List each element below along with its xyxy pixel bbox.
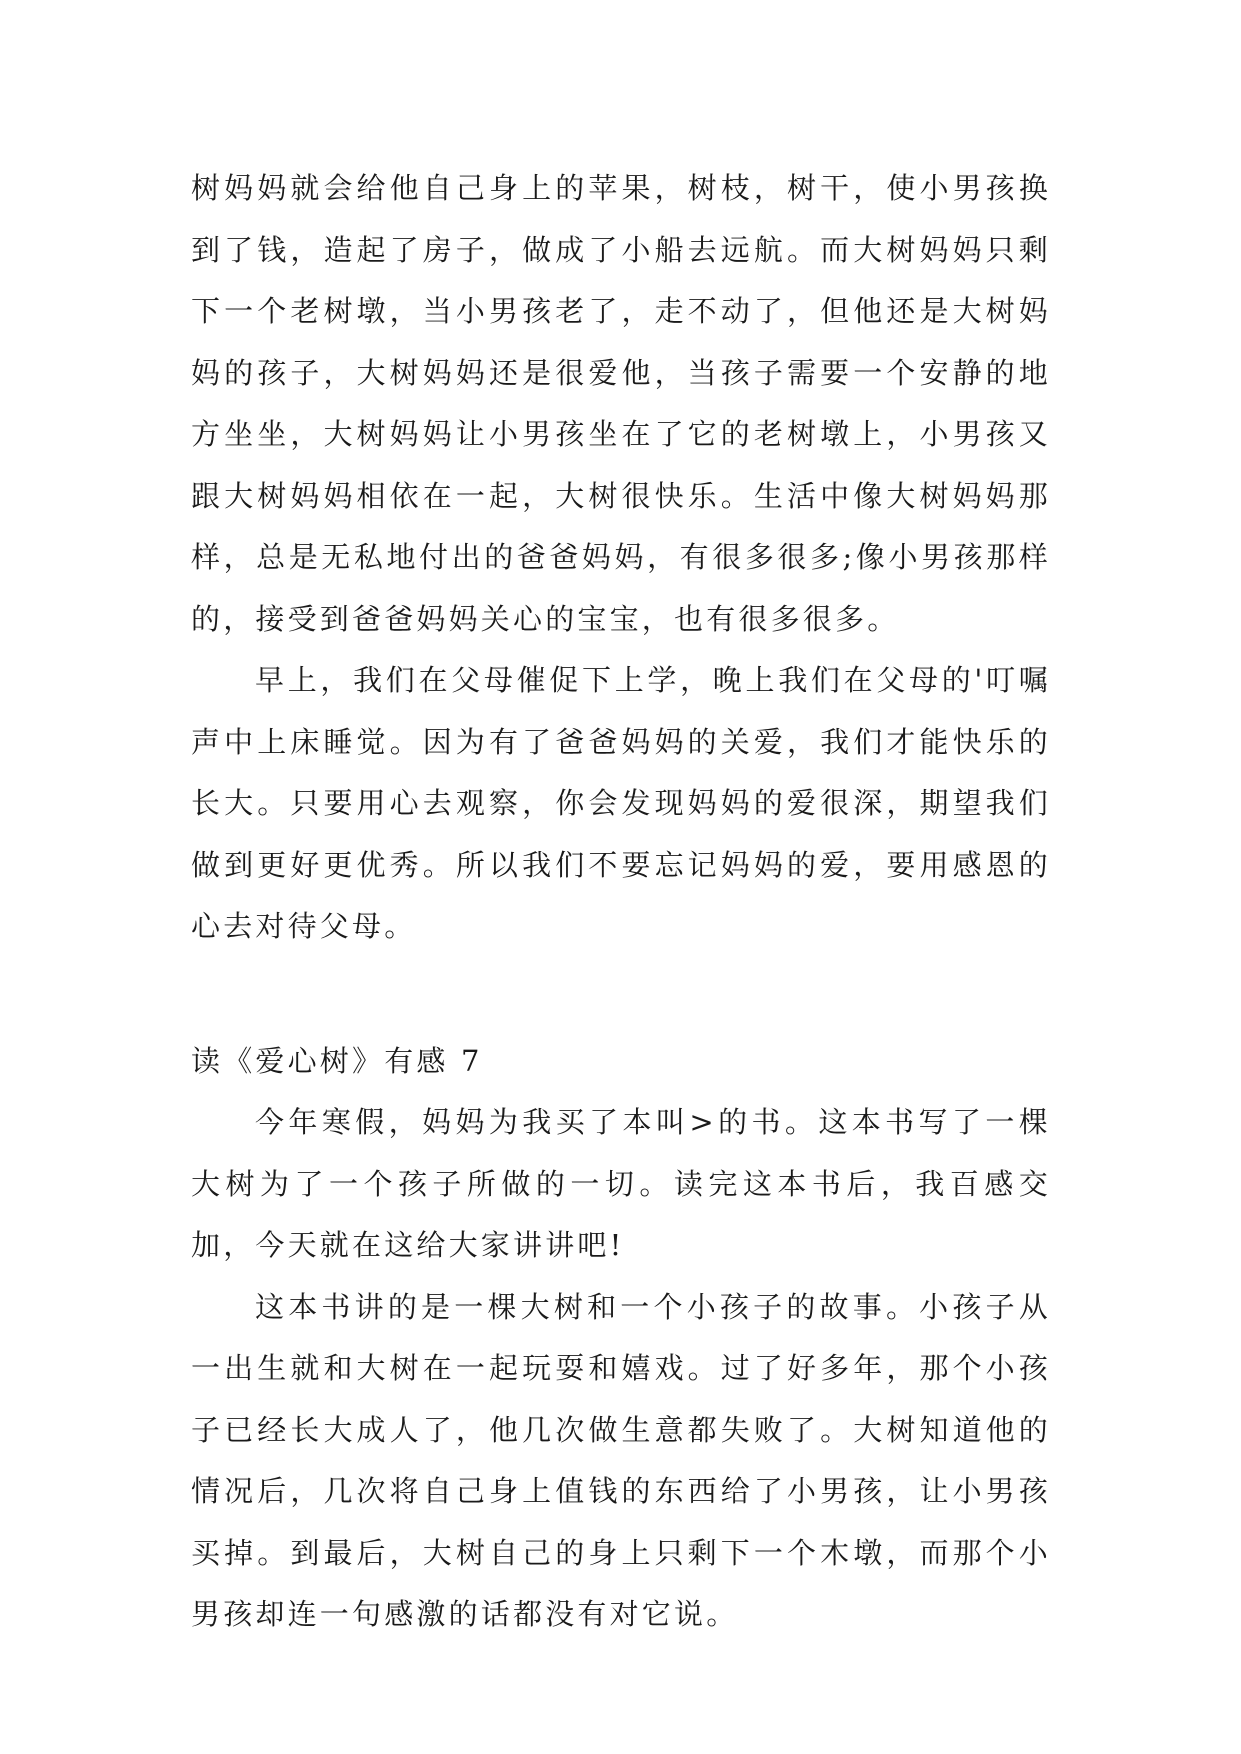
- section-spacer: [191, 958, 1051, 1031]
- paragraph-tree-mother-continued: 树妈妈就会给他自己身上的苹果，树枝，树干，使小男孩换到了钱，造起了房子，做成了小船去远航。而大树妈妈只剩下一个老树墩，当小男孩老了，走不动了，但他还是大树妈妈的孩子，大树妈妈还是很爱他，当孩子需要一个安静的地方坐坐，大树妈妈让小男孩坐在了它的老树墩上，小男孩又跟大树妈妈相依在一起，大树很快乐。生活中像大树妈妈那样，总是无私地付出的爸爸妈妈，有很多很多;像小男孩那样的，接受到爸爸妈妈关心的宝宝，也有很多很多。: [191, 171, 1051, 636]
- paragraph-story-summary: 这本书讲的是一棵大树和一个小孩子的故事。小孩子从一出生就和大树在一起玩耍和嬉戏。过了好多年，那个小孩子已经长大成人了，他几次做生意都失败了。大树知道他的情况后，几次将自己身上值钱的东西给了小男孩，让小男孩买掉。到最后，大树自己的身上只剩下一个木墩，而那个小男孩却连一句感激的话都没有对它说。: [191, 1289, 1051, 1631]
- paragraph-winter-vacation-book: 今年寒假，妈妈为我买了本叫>的书。这本书写了一棵大树为了一个孩子所做的一切。读完这本书后，我百感交加，今天就在这给大家讲讲吧!: [191, 1105, 1051, 1262]
- section-heading: 读《爱心树》有感 7: [191, 1043, 483, 1078]
- document-body: [191, 158, 1051, 1646]
- paragraph-morning-parents: 早上，我们在父母催促下上学，晚上我们在父母的'叮嘱声中上床睡觉。因为有了爸爸妈妈的关爱，我们才能快乐的长大。只要用心去观察，你会发现妈妈的爱很深，期望我们做到更好更优秀。所以我们不要忘记妈妈的爱，要用感恩的心去对待父母。: [191, 663, 1051, 943]
